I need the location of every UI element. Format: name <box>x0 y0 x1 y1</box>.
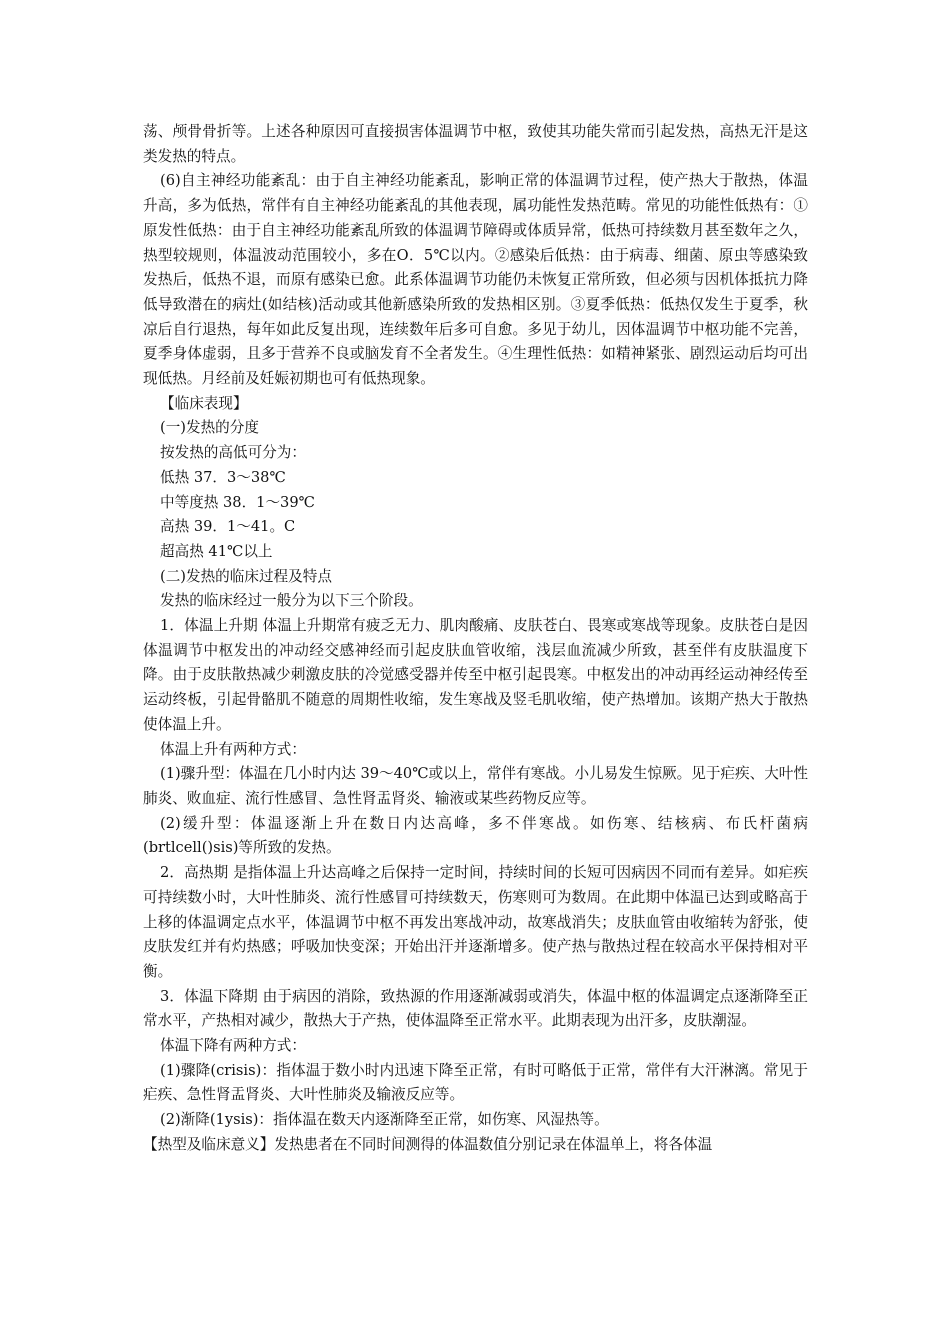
document-body <box>143 120 808 1158</box>
paragraph-lysis: (2)渐降(1ysis)：指体温在数天内逐渐降至正常，如伤寒、风湿热等。 <box>160 1111 609 1129</box>
section-heading-clinical: 【临床表现】 <box>160 394 248 412</box>
paragraph-rise-modes: 体温上升有两种方式： <box>160 740 306 758</box>
paragraph-grade-intro: 按发热的高低可分为： <box>160 444 306 462</box>
paragraph-high-fever-phase: 2．高热期 是指体温上升达高峰之后保持一定时间，持续时间的长短可因病因不同而有差异。如疟疾可持续数小时，大叶性肺炎、流行性感冒可持续数天，伤寒则可为数周。在此期中体温已达到或略高于上移的体温调定点水平，体温调节中枢不再发出寒战冲动，故寒战消失；皮肤血管由收缩转为舒张，使皮肤发红并有灼热感；呼吸加快变深；开始出汗并逐渐增多。使产热与散热过程在较高水平保持相对平衡。 <box>143 864 808 980</box>
paragraph-continuation: 荡、颅骨骨折等。上述各种原因可直接损害体温调节中枢，致使其功能失常而引起发热，高热无汗是这类发热的特点。 <box>143 123 808 165</box>
paragraph-fall-modes: 体温下降有两种方式： <box>160 1037 306 1055</box>
subheading-clinical-course: (二)发热的临床过程及特点 <box>160 567 332 585</box>
paragraph-fever-types: 【热型及临床意义】发热患者在不同时间测得的体温数值分别记录在体温单上，将各体温 <box>143 1135 713 1153</box>
paragraph-autonomic-disorder: (6)自主神经功能紊乱：由于自主神经功能紊乱，影响正常的体温调节过程，使产热大于散热，体温升高，多为低热，常伴有自主神经功能紊乱的其他表现，属功能性发热范畴。常见的功能性低热有：①原发性低热：由于自主神经功能紊乱所致的体温调节障碍或体质异常，低热可持续数月甚至数年之久，热型较规则，体温波动范围较小，多在O．5℃以内。②感染后低热：由于病毒、细菌、原虫等感染致发热后，低热不退，而原有感染已愈。此系体温调节功能仍未恢复正常所致，但必须与因机体抵抗力降低导致潜在的病灶(如结核)活动或其他新感染所致的发热相区别。③夏季低热：低热仅发生于夏季，秋凉后自行退热，每年如此反复出现，连续数年后多可自愈。多见于幼儿，因体温调节中枢功能不完善，夏季身体虚弱，且多于营养不良或脑发育不全者发生。④生理性低热：如精神紧张、剧烈运动后均可出现低热。月经前及妊娠初期也可有低热现象。 <box>143 172 808 388</box>
grade-low: 低热 37．3～38℃ <box>160 468 286 486</box>
paragraph-falling-phase: 3．体温下降期 由于病因的消除，致热源的作用逐渐减弱或消失，体温中枢的体温调定点逐渐降至正常水平，产热相对减少，散热大于产热，使体温降至正常水平。此期表现为出汗多，皮肤潮湿。 <box>143 987 808 1030</box>
grade-moderate: 中等度热 38．1～39℃ <box>160 493 315 511</box>
grade-hyper: 超高热 41℃以上 <box>160 542 273 560</box>
subheading-fever-grade: (一)发热的分度 <box>160 419 259 437</box>
paragraph-course-intro: 发热的临床经过一般分为以下三个阶段。 <box>160 592 423 610</box>
grade-high: 高热 39．1～41。C <box>160 518 296 536</box>
paragraph-rising-phase: 1．体温上升期 体温上升期常有疲乏无力、肌肉酸痛、皮肤苍白、畏寒或寒战等现象。皮肤苍白是因体温调节中枢发出的冲动经交感神经而引起皮肤血管收缩，浅层血流减少所致，甚至伴有皮肤温度下降。由于皮肤散热减少刺激皮肤的冷觉感受器并传至中枢引起畏寒。中枢发出的冲动再经运动神经传至运动终板，引起骨骼肌不随意的周期性收缩，发生寒战及竖毛肌收缩，使产热增加。该期产热大于散热使体温上升。 <box>143 617 808 733</box>
paragraph-slow-rise: (2)缓升型：体温逐渐上升在数日内达高峰，多不伴寒战。如伤寒、结核病、布氏杆菌病(brtlcell()sis)等所致的发热。 <box>143 814 808 857</box>
paragraph-rapid-rise: (1)骤升型：体温在几小时内达 39～40℃或以上，常伴有寒战。小儿易发生惊厥。见于疟疾、大叶性肺炎、败血症、流行性感冒、急性肾盂肾炎、输液或某些药物反应等。 <box>143 765 808 807</box>
paragraph-crisis: (1)骤降(crisis)：指体温于数小时内迅速下降至正常，有时可略低于正常，常伴有大汗淋漓。常见于疟疾、急性肾盂肾炎、大叶性肺炎及输液反应等。 <box>143 1061 808 1104</box>
